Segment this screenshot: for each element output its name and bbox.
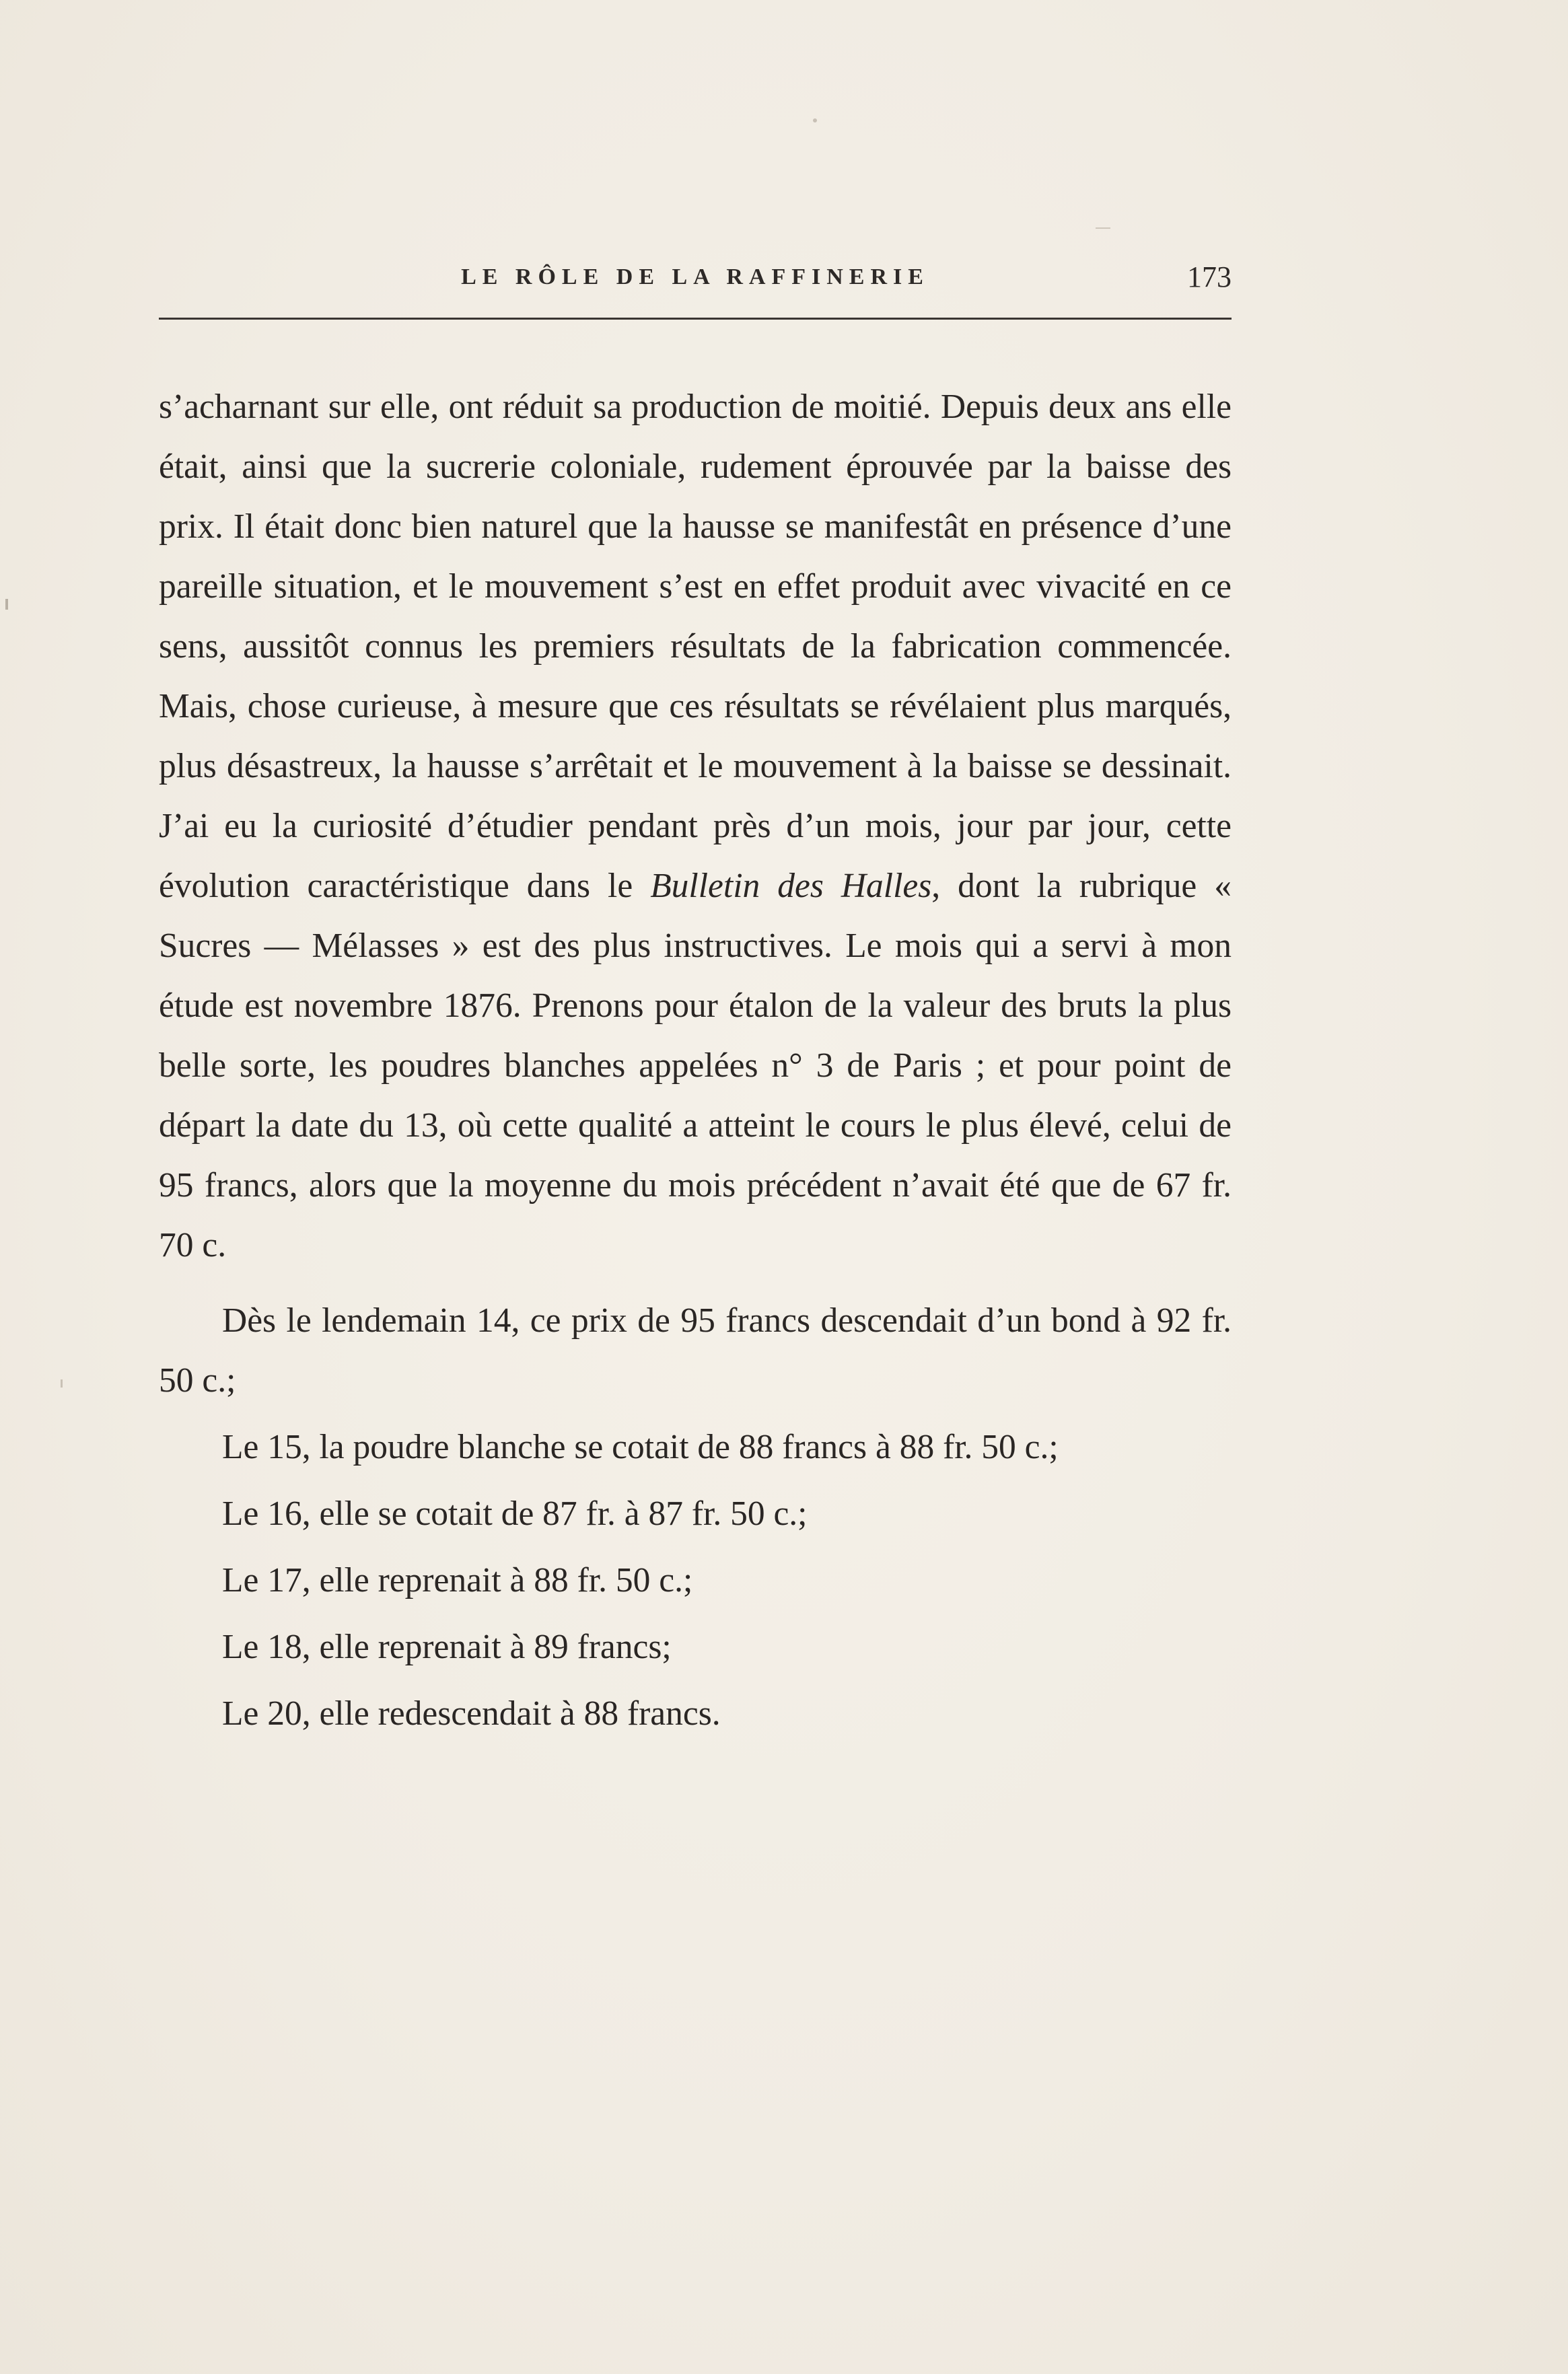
paragraph-6: Le 18, elle reprenait à 89 francs;	[222, 1628, 672, 1666]
paper-speck	[813, 118, 817, 122]
paragraph-3: Le 15, la poudre blanche se cotait de 88 francs à 88 fr. 50 c.;	[222, 1428, 1059, 1466]
paragraph-1-italic-title: Bulletin des Halles	[650, 867, 932, 905]
paragraph-2: Dès le lendemain 14, ce prix de 95 francs descendait d’un bond à 92 fr. 50 c.;	[159, 1301, 1232, 1400]
paragraph-1-text-b: , dont la rubrique « Sucres — Mélasses » est des plus instructives. Le mois qui a servi à mon étude est novembre 1876. Prenons pour étalon de la valeur des bruts la plus belle sorte, les poudres blanches appelées n° 3 de Paris ; et pour point de départ la date du 13, où cette qualité a atteint le cours le plus élevé, celui de 95 francs, alors que la moyenne du mois précédent n’avait été que de 67 fr. 70 c.	[159, 867, 1232, 1264]
paragraph-1-text-a: s’acharnant sur elle, ont réduit sa production de moitié. Depuis deux ans elle était, ainsi que la sucrerie coloniale, rudement éprouvée par la baisse des prix. Il était donc bien naturel que la hausse se manifestât en présence d’une pareille situation, et le mouvement s’est en effet produit avec vivacité en ce sens, aussitôt connus les premiers résultats de la fabrication commencée. Mais, chose curieuse, à mesure que ces résultats se révélaient plus marqués, plus désastreux, la hausse s’arrêtait et le mouvement à la baisse se dessinait. J’ai eu la curiosité d’étudier pendant près d’un mois, jour par jour, cette évolution caractéristique dans le	[159, 388, 1232, 905]
running-title: LE RÔLE DE LA RAFFINERIE	[461, 264, 929, 289]
paper-mark	[61, 1379, 63, 1388]
paragraph-7: Le 20, elle redescendait à 88 francs.	[222, 1694, 721, 1733]
paper-mark	[1096, 227, 1110, 229]
header-rule	[159, 318, 1232, 320]
paragraph-5: Le 17, elle reprenait à 88 fr. 50 c.;	[222, 1561, 693, 1599]
running-head	[159, 257, 1232, 297]
page-number: 173	[1187, 260, 1232, 293]
paragraph-1	[159, 377, 1232, 1275]
paragraph-4: Le 16, elle se cotait de 87 fr. à 87 fr. 50 c.;	[222, 1495, 808, 1533]
paper-mark	[5, 599, 8, 610]
body-text	[159, 377, 1232, 1743]
